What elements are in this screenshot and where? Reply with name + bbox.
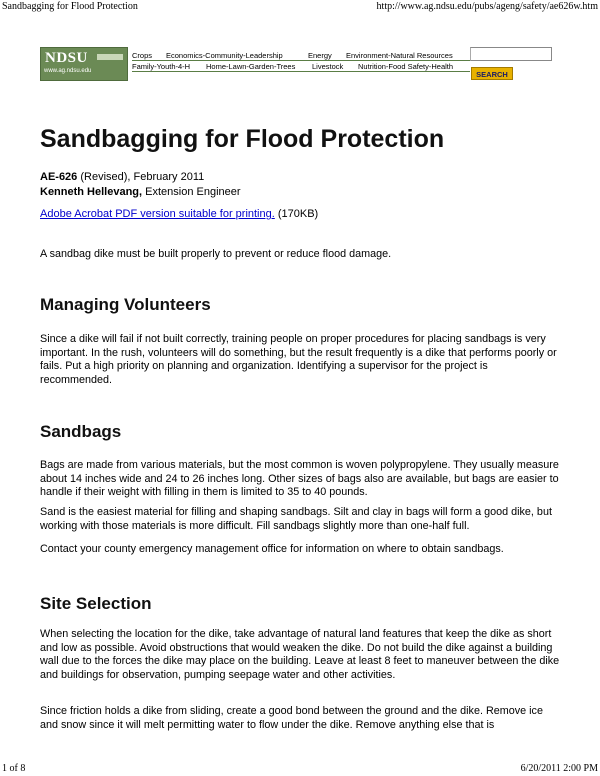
section-paragraph: When selecting the location for the dike, take advantage of natural land features that keep the dike as short and low as possible. Avoid obstructions that would weaken the dike. Do not build the dike against a building wall due to the forces the dike may place on the building. Leave at least 8 feet to maneuver between the dike and buildings for observation, pumping seepage water and other activities. [40,628,560,681]
nav-link-livestock[interactable]: Livestock [312,62,344,71]
author-title: Extension Engineer [142,186,241,198]
nav-link-nutrition[interactable]: Nutrition-Food Safety-Health [358,62,454,71]
search-button[interactable]: SEARCH [471,67,513,80]
author-name: Kenneth Hellevang, [40,186,143,198]
logo-bar [97,54,123,60]
nav-divider [132,71,470,72]
ndsu-logo[interactable] [40,47,128,81]
section-heading: Sandbags [40,422,122,441]
nav-link-economics[interactable]: Economics-Community-Leadership [166,51,283,60]
print-footer [0,762,600,776]
pub-code: AE-626 [40,171,78,183]
logo-name: NDSU [45,50,88,66]
section-paragraph: Sand is the easiest material for filling and shaping sandbags. Silt and clay in bags will form a good dike, but working with those materials is more difficult. Fill sandbags slightly more than one-half full. [40,506,552,532]
print-header-title: Sandbagging for Flood Protection [2,1,138,12]
site-banner [40,47,600,87]
section-paragraph: Since a dike will fail if not built correctly, training people on proper procedures for placing sandbags is very important. In the rush, volunteers will do something, but the result frequently is a dike that performs poorly or fails. Put a high priority on planning and organization. Identifying a supervisor for the project is recommended. [40,333,557,386]
nav-link-environment[interactable]: Environment-Natural Resources [346,51,453,60]
section-paragraph: Since friction holds a dike from sliding, create a good bond between the ground and the dike. Remove ice and snow since it will melt permitting water to flow under the dike. Remove anything else that is [40,705,543,731]
search-input[interactable] [470,47,552,61]
section-heading: Site Selection [40,594,152,613]
publication-line [40,170,241,185]
print-header-url: http://www.ag.ndsu.edu/pubs/ageng/safety/ae626w.htm [376,1,598,12]
pdf-line [40,208,318,220]
page-title: Sandbagging for Flood Protection [40,125,445,153]
section-paragraph: Contact your county emergency management office for information on where to obtain sandbags. [40,543,504,555]
intro-paragraph: A sandbag dike must be built properly to prevent or reduce flood damage. [40,248,392,260]
author-line [40,185,241,200]
print-header [0,0,600,14]
publication-meta [40,170,241,200]
logo-url: www.ag.ndsu.edu [44,68,92,74]
nav-divider [132,60,470,61]
print-datetime: 6/20/2011 2:00 PM [520,763,598,774]
nav-link-family[interactable]: Family-Youth-4-H [132,62,191,71]
page-number: 1 of 8 [2,763,26,774]
section-heading: Managing Volunteers [40,295,211,314]
nav-link-home-lawn[interactable]: Home-Lawn-Garden-Trees [206,62,296,71]
section-paragraph: Bags are made from various materials, but the most common is woven polypropylene. They usually measure about 14 inches wide and 24 to 26 inches long. Other sizes of bags also are available, but bags are easier to handle if their weight with filling in them is limited to 35 to 40 pounds. [40,459,559,499]
nav-link-crops[interactable]: Crops [132,51,153,60]
pdf-size: (170KB) [274,208,319,220]
pub-date: (Revised), February 2011 [77,171,205,183]
nav-link-energy[interactable]: Energy [308,51,332,60]
pdf-link[interactable]: Adobe Acrobat PDF version suitable for printing. [40,208,275,220]
